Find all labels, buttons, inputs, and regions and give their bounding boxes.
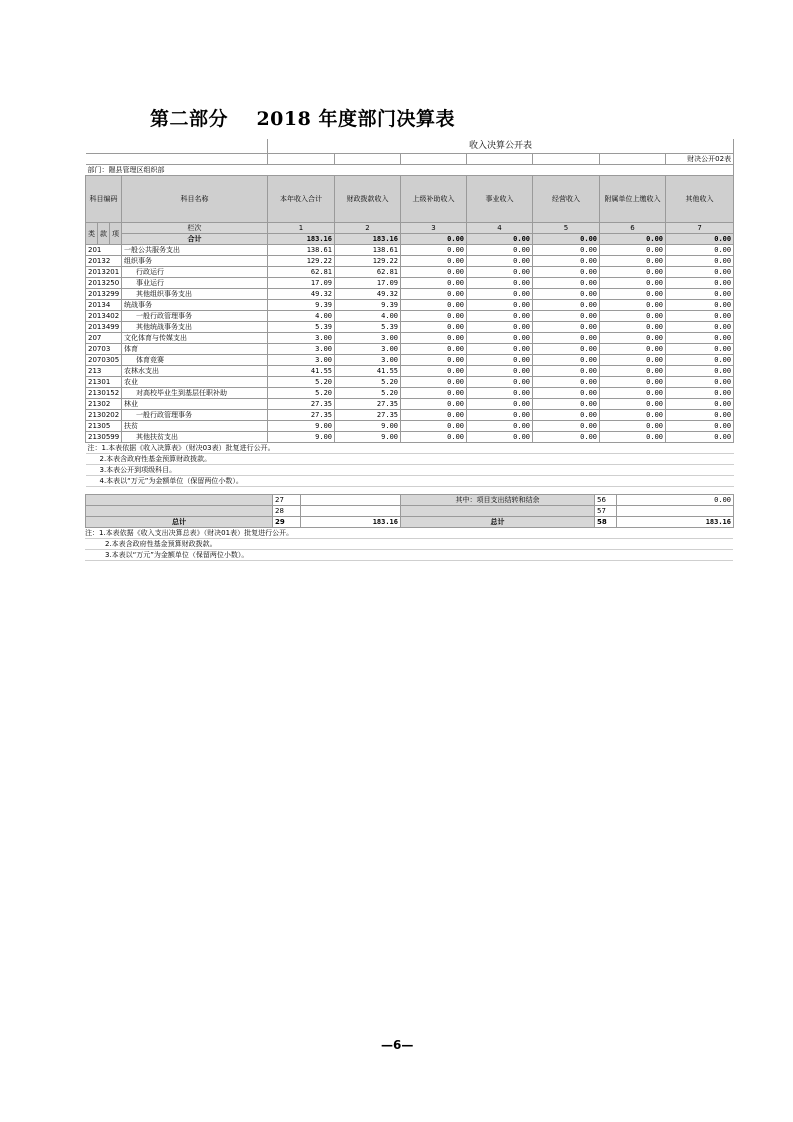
cell-value: 0.00 [533, 410, 600, 421]
summary-table-sheet [85, 494, 733, 528]
cell-value: 0.00 [533, 311, 600, 322]
subject-code: 21305 [86, 421, 122, 432]
cell-value: 0.00 [600, 289, 666, 300]
cell-value: 0.00 [666, 311, 734, 322]
cell-value: 5.20 [268, 388, 335, 399]
cell-value: 41.55 [335, 366, 401, 377]
cell-value: 0.00 [533, 322, 600, 333]
cell-value: 0.00 [401, 377, 467, 388]
table-row [86, 432, 734, 443]
total-value: 183.16 [268, 234, 335, 245]
subject-code: 20703 [86, 344, 122, 355]
cell-value: 5.39 [268, 322, 335, 333]
cell-value: 0.00 [666, 432, 734, 443]
cell-value: 0.00 [467, 388, 533, 399]
cell-value: 0.00 [401, 399, 467, 410]
page-title: 第二部分 2018 年度部门决算表 [150, 108, 455, 130]
cell-value: 0.00 [467, 322, 533, 333]
summary-line-num: 58 [595, 517, 617, 528]
subject-code: 2013299 [86, 289, 122, 300]
cell-value: 0.00 [600, 267, 666, 278]
subject-code: 2013201 [86, 267, 122, 278]
col-number: 5 [533, 223, 600, 234]
cell-value: 5.39 [335, 322, 401, 333]
subject-code: 20134 [86, 300, 122, 311]
note-line: 2.本表含政府性基金预算财政拨款。 [85, 539, 733, 550]
cell-value: 9.00 [335, 432, 401, 443]
cell-value: 0.00 [600, 421, 666, 432]
summary-label: 其中：项目支出结转和结余 [401, 495, 595, 506]
cell-value: 0.00 [600, 245, 666, 256]
cell-value: 17.09 [268, 278, 335, 289]
table-row [86, 355, 734, 366]
cell-value: 9.39 [335, 300, 401, 311]
cell-value: 0.00 [533, 267, 600, 278]
summary-value: 0.00 [617, 495, 734, 506]
subject-code: 2013499 [86, 322, 122, 333]
cell-value: 0.00 [600, 333, 666, 344]
cell-value: 0.00 [401, 366, 467, 377]
row-number-label: 栏次 [122, 223, 268, 234]
table-row [86, 289, 734, 300]
subject-code: 2130152 [86, 388, 122, 399]
table-row [86, 421, 734, 432]
subject-code: 2013402 [86, 311, 122, 322]
cell-value: 0.00 [600, 256, 666, 267]
cell-value: 0.00 [666, 278, 734, 289]
cell-value: 27.35 [335, 399, 401, 410]
subject-name: 其他扶贫支出 [122, 432, 268, 443]
cell-value: 0.00 [600, 377, 666, 388]
cell-value: 0.00 [600, 410, 666, 421]
summary-line-num: 27 [273, 495, 301, 506]
cell-value: 3.00 [335, 344, 401, 355]
cell-value: 138.61 [268, 245, 335, 256]
subject-code: 2130599 [86, 432, 122, 443]
cell-value: 0.00 [533, 344, 600, 355]
table-row [86, 311, 734, 322]
cell-value: 0.00 [600, 366, 666, 377]
cell-value: 0.00 [600, 278, 666, 289]
cell-value: 5.20 [268, 377, 335, 388]
cell-value: 0.00 [533, 300, 600, 311]
sub-code-xiang: 项 [110, 223, 122, 245]
table-row [86, 388, 734, 399]
cell-value: 0.00 [666, 344, 734, 355]
cell-value: 0.00 [533, 256, 600, 267]
cell-value: 0.00 [666, 256, 734, 267]
subject-code: 2070305 [86, 355, 122, 366]
cell-value: 0.00 [666, 399, 734, 410]
cell-value: 0.00 [401, 432, 467, 443]
subject-code: 213 [86, 366, 122, 377]
cell-value: 0.00 [467, 300, 533, 311]
sub-code-kuan: 款 [98, 223, 110, 245]
cell-value: 0.00 [401, 344, 467, 355]
cell-value: 0.00 [467, 366, 533, 377]
col-number: 4 [467, 223, 533, 234]
note-line: 4.本表以“万元”为金额单位（保留两位小数）。 [86, 476, 734, 487]
cell-value: 0.00 [666, 333, 734, 344]
subject-code: 201 [86, 245, 122, 256]
subject-code: 207 [86, 333, 122, 344]
cell-value: 0.00 [401, 410, 467, 421]
sub-code-lei: 类 [86, 223, 98, 245]
cell-value: 138.61 [335, 245, 401, 256]
summary-table [85, 494, 734, 528]
cell-value: 0.00 [401, 267, 467, 278]
grand-total-value: 183.16 [617, 517, 734, 528]
col-number: 7 [666, 223, 734, 234]
col-number: 1 [268, 223, 335, 234]
cell-value: 0.00 [401, 289, 467, 300]
cell-value: 0.00 [600, 432, 666, 443]
note-line: 2.本表含政府性基金预算财政拨款。 [86, 454, 734, 465]
grand-total-label: 总计 [86, 517, 273, 528]
subject-name: 一般行政管理事务 [122, 410, 268, 421]
grand-total-label: 总计 [401, 517, 595, 528]
cell-value: 0.00 [401, 421, 467, 432]
subject-code: 2130202 [86, 410, 122, 421]
table-row [86, 322, 734, 333]
cell-value: 3.00 [268, 333, 335, 344]
cell-value: 0.00 [467, 421, 533, 432]
cell-value: 0.00 [467, 311, 533, 322]
subject-code: 20132 [86, 256, 122, 267]
summary-line-num: 57 [595, 506, 617, 517]
note-line: 注：1.本表依据《收入决算表》（财决03表）批复进行公开。 [86, 443, 734, 454]
cell-value: 0.00 [666, 410, 734, 421]
subject-name: 对高校毕业生到基层任职补助 [122, 388, 268, 399]
cell-value: 0.00 [533, 432, 600, 443]
cell-value: 0.00 [401, 278, 467, 289]
cell-value: 62.81 [335, 267, 401, 278]
cell-value: 3.00 [268, 344, 335, 355]
cell-value: 0.00 [401, 311, 467, 322]
cell-value: 0.00 [533, 421, 600, 432]
cell-value: 27.35 [268, 399, 335, 410]
cell-value: 0.00 [666, 300, 734, 311]
cell-value: 0.00 [401, 300, 467, 311]
cell-value: 129.22 [335, 256, 401, 267]
subject-code: 21302 [86, 399, 122, 410]
subject-name: 统战事务 [122, 300, 268, 311]
cell-value: 0.00 [600, 311, 666, 322]
col-header-2: 财政拨款收入 [335, 176, 401, 223]
total-value: 0.00 [467, 234, 533, 245]
note-line: 注：1.本表依据《收入支出决算总表》（财决01表）批复进行公开。 [85, 528, 733, 539]
subject-name: 行政运行 [122, 267, 268, 278]
total-value: 0.00 [401, 234, 467, 245]
subject-name: 农业 [122, 377, 268, 388]
cell-value: 27.35 [335, 410, 401, 421]
cell-value: 0.00 [533, 377, 600, 388]
subject-name: 农林水支出 [122, 366, 268, 377]
subject-name: 体育 [122, 344, 268, 355]
subject-name: 其他统战事务支出 [122, 322, 268, 333]
cell-value: 0.00 [533, 289, 600, 300]
col-header-6: 附属单位上缴收入 [600, 176, 666, 223]
subject-name: 扶贫 [122, 421, 268, 432]
cell-value: 0.00 [666, 289, 734, 300]
subject-name-header: 科目名称 [122, 176, 268, 223]
col-header-5: 经营收入 [533, 176, 600, 223]
cell-value: 0.00 [533, 278, 600, 289]
cell-value: 0.00 [467, 267, 533, 278]
cell-value: 0.00 [401, 256, 467, 267]
col-number: 3 [401, 223, 467, 234]
cell-value: 5.20 [335, 377, 401, 388]
cell-value: 0.00 [533, 399, 600, 410]
cell-value: 0.00 [401, 322, 467, 333]
cell-value: 0.00 [401, 355, 467, 366]
cell-value: 0.00 [401, 388, 467, 399]
cell-value: 0.00 [666, 366, 734, 377]
subject-name: 组织事务 [122, 256, 268, 267]
cell-value: 4.00 [335, 311, 401, 322]
total-label: 合计 [122, 234, 268, 245]
cell-value: 3.00 [335, 333, 401, 344]
subject-name: 林业 [122, 399, 268, 410]
cell-value: 17.09 [335, 278, 401, 289]
col-number: 2 [335, 223, 401, 234]
cell-value: 0.00 [600, 300, 666, 311]
cell-value: 0.00 [467, 278, 533, 289]
cell-value: 9.00 [268, 421, 335, 432]
cell-value: 0.00 [600, 322, 666, 333]
cell-value: 0.00 [533, 333, 600, 344]
cell-value: 0.00 [600, 388, 666, 399]
subject-name: 文化体育与传媒支出 [122, 333, 268, 344]
cell-value: 0.00 [401, 245, 467, 256]
cell-value: 0.00 [467, 377, 533, 388]
table-title: 收入决算公开表 [268, 139, 734, 154]
total-row [86, 234, 734, 245]
cell-value: 0.00 [666, 377, 734, 388]
col-header-4: 事业收入 [467, 176, 533, 223]
summary-line-num: 56 [595, 495, 617, 506]
col-number: 6 [600, 223, 666, 234]
cell-value: 62.81 [268, 267, 335, 278]
note-line: 3.本表以“万元”为金额单位（保留两位小数）。 [85, 550, 733, 561]
cell-value: 0.00 [533, 245, 600, 256]
summary-notes [85, 528, 733, 561]
cell-value: 0.00 [600, 344, 666, 355]
cell-value: 0.00 [467, 410, 533, 421]
summary-line-num: 28 [273, 506, 301, 517]
cell-value: 0.00 [666, 267, 734, 278]
department-label: 部门：隰县管理区组织部 [86, 165, 734, 176]
col-header-1: 本年收入合计 [268, 176, 335, 223]
cell-value: 27.35 [268, 410, 335, 421]
cell-value: 49.32 [335, 289, 401, 300]
col-header-3: 上级补助收入 [401, 176, 467, 223]
cell-value: 0.00 [666, 421, 734, 432]
cell-value: 0.00 [467, 355, 533, 366]
note-line: 3.本表公开到项级科目。 [86, 465, 734, 476]
cell-value: 0.00 [467, 256, 533, 267]
cell-value: 3.00 [268, 355, 335, 366]
cell-value: 0.00 [467, 289, 533, 300]
subject-name: 体育竞赛 [122, 355, 268, 366]
cell-value: 0.00 [467, 432, 533, 443]
table-row [86, 333, 734, 344]
page-number: —6— [381, 1038, 414, 1052]
cell-value: 0.00 [467, 245, 533, 256]
income-table-sheet [85, 139, 733, 487]
cell-value: 0.00 [666, 322, 734, 333]
table-row [86, 399, 734, 410]
cell-value: 5.20 [335, 388, 401, 399]
cell-value: 0.00 [666, 388, 734, 399]
cell-value: 0.00 [467, 344, 533, 355]
cell-value: 0.00 [666, 245, 734, 256]
cell-value: 9.00 [268, 432, 335, 443]
cell-value: 0.00 [600, 399, 666, 410]
total-value: 183.16 [335, 234, 401, 245]
cell-value: 0.00 [533, 366, 600, 377]
cell-value: 9.00 [335, 421, 401, 432]
total-value: 0.00 [600, 234, 666, 245]
summary-line-num: 29 [273, 517, 301, 528]
table-row [86, 410, 734, 421]
table-code: 财决公开02表 [666, 154, 734, 165]
cell-value: 0.00 [533, 388, 600, 399]
col-header-7: 其他收入 [666, 176, 734, 223]
subject-name: 事业运行 [122, 278, 268, 289]
table-row [86, 278, 734, 289]
cell-value: 0.00 [666, 355, 734, 366]
table-row [86, 377, 734, 388]
cell-value: 4.00 [268, 311, 335, 322]
cell-value: 41.55 [268, 366, 335, 377]
table-row [86, 366, 734, 377]
cell-value: 49.32 [268, 289, 335, 300]
cell-value: 0.00 [467, 333, 533, 344]
cell-value: 3.00 [335, 355, 401, 366]
cell-value: 0.00 [600, 355, 666, 366]
subject-name: 一般公共服务支出 [122, 245, 268, 256]
subject-code-header: 科目编码 [86, 176, 122, 223]
subject-code: 21301 [86, 377, 122, 388]
table-row [86, 267, 734, 278]
subject-code: 2013250 [86, 278, 122, 289]
total-value: 0.00 [666, 234, 734, 245]
table-row [86, 256, 734, 267]
income-table [85, 139, 734, 487]
cell-value: 0.00 [467, 399, 533, 410]
grand-total-value: 183.16 [301, 517, 401, 528]
subject-name: 一般行政管理事务 [122, 311, 268, 322]
table-row [86, 344, 734, 355]
total-value: 0.00 [533, 234, 600, 245]
cell-value: 9.39 [268, 300, 335, 311]
cell-value: 0.00 [533, 355, 600, 366]
cell-value: 129.22 [268, 256, 335, 267]
subject-name: 其他组织事务支出 [122, 289, 268, 300]
cell-value: 0.00 [401, 333, 467, 344]
table-row [86, 245, 734, 256]
table-row [86, 300, 734, 311]
